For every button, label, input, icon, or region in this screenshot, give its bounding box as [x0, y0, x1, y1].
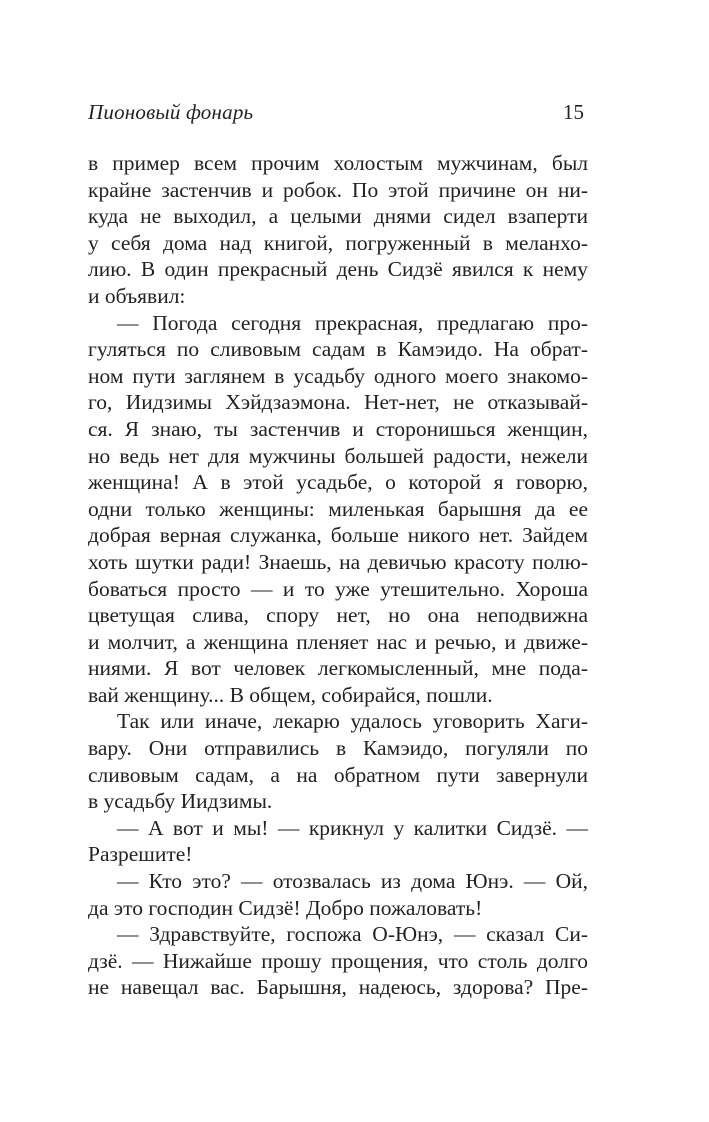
text-line: и молчит, а женщина пленяет нас и речью, и движе-: [88, 629, 588, 654]
text-line: да это господин Сидзё! Добро пожаловать!: [88, 895, 483, 920]
text-line: но ведь нет для мужчины большей радости, нежели: [88, 443, 588, 468]
text-line: и объявил:: [88, 283, 186, 308]
text-line: лию. В один прекрасный день Сидзё явился к нему: [88, 257, 588, 282]
text-line: добрая верная служанка, больше никого нет. Зайдем: [88, 523, 588, 548]
text-line: в пример всем прочим холостым мужчинам, был: [88, 151, 588, 175]
text-line: — Погода сегодня прекрасная, предлагаю про-: [117, 310, 588, 335]
running-head-title: Пионовый фонарь: [88, 100, 254, 124]
text-line: ном пути заглянем в усадьбу одного моего знакомо-: [88, 363, 588, 388]
text-line: не навещал вас. Барышня, надеюсь, здорова? Пре-: [88, 975, 588, 1000]
text-line: ся. Я знаю, ты застенчив и сторонишься женщин,: [88, 416, 588, 441]
text-line: вару. Они отправились в Камэидо, погуляли по: [88, 736, 588, 761]
paragraph: [88, 868, 588, 921]
text-line: — А вот и мы! — крикнул у калитки Сидзё. —: [117, 815, 588, 840]
text-line: го, Иидзимы Хэйдзаэмона. Нет-нет, не отказывай-: [88, 390, 588, 415]
text-line: куда не выходил, а целыми днями сидел взаперти: [88, 204, 588, 229]
text-line: крайне застенчив и робок. По этой причине он ни-: [88, 177, 588, 202]
paragraph: [88, 150, 588, 310]
text-line: Так или иначе, лекарю удалось уговорить Хаги-: [117, 709, 588, 734]
text-line: Разрешите!: [88, 842, 193, 867]
text-line: ниями. Я вот человек легкомысленный, мне пода-: [88, 656, 588, 681]
text-line: — Здравствуйте, госпожа О-Юнэ, — сказал Си-: [117, 922, 588, 947]
page-number: 15: [563, 100, 584, 124]
text-line: цветущая слива, спору нет, но она неподвижна: [88, 603, 588, 628]
text-line: женщина! А в этой усадьбе, о которой я говорю,: [88, 470, 588, 495]
running-head: [88, 100, 588, 124]
text-line: в усадьбу Иидзимы.: [88, 789, 273, 814]
text-line: вай женщину... В общем, собирайся, пошли.: [88, 682, 493, 707]
page-text: [88, 150, 588, 1001]
text-line: — Кто это? — отозвалась из дома Юнэ. — Ой,: [117, 869, 588, 894]
paragraph: [88, 310, 588, 709]
paragraph: [88, 815, 588, 868]
text-line: боваться просто — и то уже утешительно. Хороша: [88, 576, 588, 601]
paragraph: [88, 921, 588, 1001]
text-line: дзё. — Нижайше прошу прощения, что столь долго: [88, 948, 588, 973]
text-line: одни только женщины: миленькая барышня да ее: [88, 496, 588, 521]
text-line: хоть шутки ради! Знаешь, на девичью красоту полю-: [88, 549, 588, 574]
text-line: сливовым садам, а на обратном пути завернули: [88, 762, 588, 787]
text-line: у себя дома над книгой, погруженный в меланхо-: [88, 230, 588, 255]
paragraph: [88, 708, 588, 814]
text-line: гуляться по сливовым садам в Камэидо. На обрат-: [88, 337, 588, 362]
